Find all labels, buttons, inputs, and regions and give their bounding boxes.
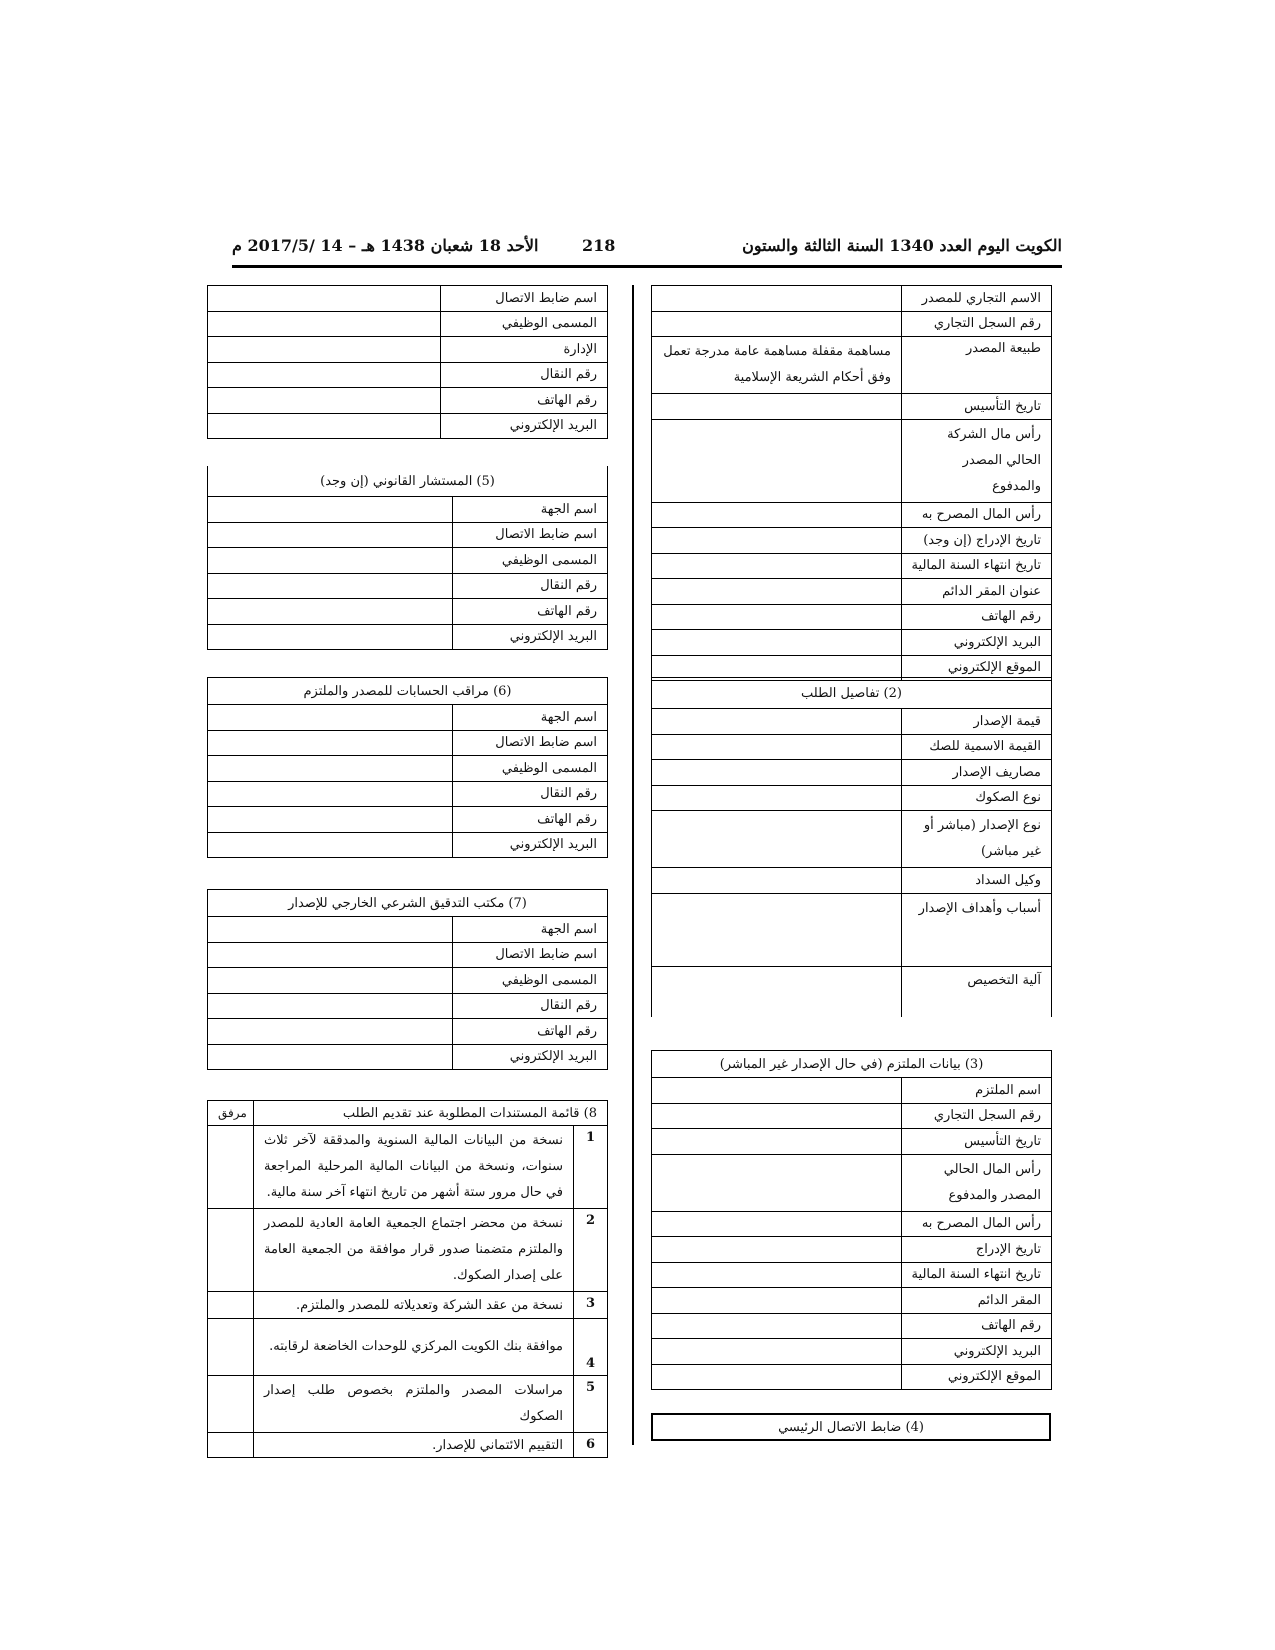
table-row — [208, 1319, 608, 1376]
field-label: اسم ضابط الاتصال — [441, 286, 608, 312]
field-label: الموقع الإلكتروني — [902, 1364, 1052, 1390]
field-label: رقم النقال — [453, 993, 608, 1019]
table-row — [208, 781, 608, 807]
field-label: المقر الدائم — [902, 1288, 1052, 1314]
table-row — [208, 993, 608, 1019]
field-label: اسم الملتزم — [902, 1078, 1052, 1104]
field-value[interactable] — [208, 807, 453, 833]
table-row — [652, 630, 1052, 656]
table-row — [652, 1078, 1052, 1104]
field-value[interactable] — [208, 730, 453, 756]
table-row — [652, 1339, 1052, 1365]
main-contact-table — [651, 1413, 1051, 1441]
field-label: البريد الإلكتروني — [902, 1339, 1052, 1365]
field-value[interactable] — [208, 497, 453, 523]
table-row — [208, 624, 608, 650]
table-row — [208, 1044, 608, 1070]
contact-continued-table — [207, 285, 608, 439]
field-value[interactable] — [208, 362, 441, 388]
table-row — [652, 1154, 1052, 1211]
table-row — [208, 548, 608, 574]
field-label: أسباب وأهداف الإصدار — [902, 893, 1052, 966]
field-label: المسمى الوظيفي — [453, 756, 608, 782]
table-row — [652, 785, 1052, 811]
field-label: تاريخ الإدراج — [902, 1237, 1052, 1263]
table-row — [652, 1288, 1052, 1314]
field-label: نوع الصكوك — [902, 785, 1052, 811]
table-row — [208, 1292, 608, 1319]
field-value[interactable] — [208, 756, 453, 782]
field-value[interactable] — [652, 1237, 902, 1263]
field-label: البريد الإلكتروني — [453, 1044, 608, 1070]
field-value[interactable] — [652, 528, 902, 554]
table-row — [652, 604, 1052, 630]
table-row — [208, 599, 608, 625]
field-label: عنوان المقر الدائم — [902, 579, 1052, 605]
field-value[interactable] — [652, 734, 902, 760]
field-label: البريد الإلكتروني — [453, 832, 608, 858]
field-value[interactable] — [208, 993, 453, 1019]
document-number: 1 — [574, 1126, 608, 1209]
table-row — [208, 311, 608, 337]
field-value[interactable] — [652, 1262, 902, 1288]
table-row — [652, 760, 1052, 786]
section-title: (4) ضابط الاتصال الرئيسي — [652, 1414, 1050, 1440]
field-value[interactable] — [652, 1103, 902, 1129]
field-value[interactable] — [652, 419, 902, 502]
field-label: تاريخ التأسيس — [902, 1129, 1052, 1155]
table-row — [652, 868, 1052, 894]
table-row — [208, 917, 608, 943]
document-text: نسخة من محضر اجتماع الجمعية العامة العادية للمصدر والملتزم متضمنا صدور قرار موافقة من الجمعية العامة على إصدار الصكوك. — [254, 1209, 574, 1292]
document-number: 3 — [574, 1292, 608, 1319]
table-row — [652, 419, 1052, 502]
table-row — [208, 968, 608, 994]
attached-checkbox[interactable] — [208, 1433, 254, 1458]
field-value[interactable] — [208, 781, 453, 807]
field-value[interactable] — [652, 553, 902, 579]
table-row — [652, 394, 1052, 420]
field-label: المسمى الوظيفي — [453, 968, 608, 994]
document-text: نسخة من البيانات المالية السنوية والمدققة لآخر ثلاث سنوات، ونسخة من البيانات المالية المرحلية المراجعة في حال مرور ستة أشهر من تاريخ انتهاء آخر سنة مالية. — [254, 1126, 574, 1209]
field-label: رقم الهاتف — [902, 604, 1052, 630]
field-label: اسم الجهة — [453, 705, 608, 731]
table-row — [652, 579, 1052, 605]
table-row — [652, 966, 1052, 1017]
issuer-type-options[interactable]: مساهمة مقفلة مساهمة عامة مدرجة تعمل وفق أحكام الشريعة الإسلامية — [652, 337, 902, 394]
table-row — [652, 1211, 1052, 1237]
field-label: مصاريف الإصدار — [902, 760, 1052, 786]
field-label: رأس المال المصرح به — [902, 502, 1052, 528]
field-value[interactable] — [208, 311, 441, 337]
field-label: وكيل السداد — [902, 868, 1052, 894]
field-label: اسم الجهة — [453, 497, 608, 523]
field-value[interactable] — [652, 311, 902, 337]
field-label: رقم السجل التجاري — [902, 1103, 1052, 1129]
field-label: رقم السجل التجاري — [902, 311, 1052, 337]
field-value[interactable] — [652, 579, 902, 605]
field-value[interactable] — [652, 709, 902, 735]
field-label: رقم الهاتف — [453, 599, 608, 625]
table-row — [208, 413, 608, 439]
field-value[interactable] — [208, 968, 453, 994]
table-row — [208, 1209, 608, 1292]
field-label: رأس مال الشركة الحالي المصدر والمدفوع — [902, 419, 1052, 502]
obligor-table — [651, 1050, 1052, 1390]
field-label: آلية التخصيص — [902, 966, 1052, 1017]
document-number: 5 — [574, 1376, 608, 1433]
field-label: رأس المال الحالي المصدر والمدفوع — [902, 1154, 1052, 1211]
table-row — [652, 1103, 1052, 1129]
column-divider — [632, 285, 634, 1445]
field-label: تاريخ انتهاء السنة المالية — [902, 553, 1052, 579]
field-label: رقم النقال — [453, 781, 608, 807]
table-row — [208, 942, 608, 968]
field-value[interactable] — [652, 785, 902, 811]
sharia-audit-table — [207, 889, 608, 1070]
field-value[interactable] — [208, 413, 441, 439]
table-row — [652, 1262, 1052, 1288]
field-value[interactable] — [652, 630, 902, 656]
field-value[interactable] — [652, 1339, 902, 1365]
table-row — [652, 811, 1052, 868]
field-value[interactable] — [208, 599, 453, 625]
field-value[interactable] — [208, 1044, 453, 1070]
table-row — [652, 311, 1052, 337]
field-label: البريد الإلكتروني — [902, 630, 1052, 656]
gazette-issue: الكويت اليوم العدد 1340 السنة الثالثة والستون — [742, 236, 1062, 255]
legal-advisor-table — [207, 466, 608, 650]
table-row — [208, 573, 608, 599]
field-value[interactable] — [652, 1364, 902, 1390]
table-row — [652, 337, 1052, 394]
issuer-table — [651, 285, 1052, 681]
field-value[interactable] — [208, 573, 453, 599]
field-value[interactable] — [208, 624, 453, 650]
table-row — [652, 1237, 1052, 1263]
table-header-row — [208, 1101, 608, 1126]
document-text: مراسلات المصدر والملتزم بخصوص طلب إصدار الصكوك — [254, 1376, 574, 1433]
attached-checkbox[interactable] — [208, 1292, 254, 1319]
table-row — [208, 362, 608, 388]
field-value[interactable] — [208, 522, 453, 548]
field-label: البريد الإلكتروني — [441, 413, 608, 439]
field-label: البريد الإلكتروني — [453, 624, 608, 650]
page-number: 218 — [582, 236, 616, 255]
table-row — [652, 528, 1052, 554]
field-label: رقم النقال — [453, 573, 608, 599]
attached-checkbox[interactable] — [208, 1126, 254, 1209]
field-value[interactable] — [652, 1313, 902, 1339]
field-label: رقم النقال — [441, 362, 608, 388]
field-value[interactable] — [652, 893, 902, 966]
table-row — [652, 553, 1052, 579]
table-row — [208, 832, 608, 858]
field-label: تاريخ الإدراج (إن وجد) — [902, 528, 1052, 554]
section-title: (5) المستشار القانوني (إن وجد) — [208, 466, 608, 497]
table-row — [652, 1364, 1052, 1390]
field-value[interactable] — [208, 705, 453, 731]
field-label: نوع الإصدار (مباشر أو غير مباشر) — [902, 811, 1052, 868]
document-text: نسخة من عقد الشركة وتعديلاته للمصدر والملتزم. — [254, 1292, 574, 1319]
section-title: (2) تفاصيل الطلب — [652, 678, 1052, 709]
field-label: رقم الهاتف — [453, 1019, 608, 1045]
document-number: 4 — [574, 1319, 608, 1376]
field-label: اسم ضابط الاتصال — [453, 942, 608, 968]
table-row — [652, 1129, 1052, 1155]
table-row — [652, 502, 1052, 528]
document-text: التقييم الائتماني للإصدار. — [254, 1433, 574, 1458]
field-value[interactable] — [652, 1078, 902, 1104]
field-value[interactable] — [652, 868, 902, 894]
field-value[interactable] — [652, 1288, 902, 1314]
field-value[interactable] — [652, 1154, 902, 1211]
attached-header: مرفق — [208, 1101, 254, 1126]
field-label: القيمة الاسمية للصك — [902, 734, 1052, 760]
field-value[interactable] — [652, 966, 902, 1017]
section-title: 8) قائمة المستندات المطلوبة عند تقديم الطلب — [254, 1101, 608, 1126]
field-value[interactable] — [652, 1211, 902, 1237]
field-value[interactable] — [208, 942, 453, 968]
table-row — [208, 705, 608, 731]
table-row — [208, 337, 608, 363]
field-value[interactable] — [652, 760, 902, 786]
field-value[interactable] — [208, 388, 441, 414]
table-row — [208, 730, 608, 756]
field-value[interactable] — [652, 286, 902, 312]
table-row — [652, 1313, 1052, 1339]
table-row — [652, 734, 1052, 760]
header-rule — [232, 265, 1062, 268]
field-label: الموقع الإلكتروني — [902, 655, 1052, 681]
issue-date: الأحد 18 شعبان 1438 هـ – 14 /2017/5 م — [232, 236, 539, 255]
field-label: اسم ضابط الاتصال — [453, 522, 608, 548]
field-value[interactable] — [208, 1019, 453, 1045]
table-row — [208, 1019, 608, 1045]
field-value[interactable] — [208, 548, 453, 574]
documents-table — [207, 1100, 608, 1458]
field-value[interactable] — [208, 917, 453, 943]
field-label: الإدارة — [441, 337, 608, 363]
attached-checkbox[interactable] — [208, 1319, 254, 1376]
field-value[interactable] — [652, 811, 902, 868]
table-row — [208, 286, 608, 312]
auditor-table — [207, 677, 608, 858]
section-title: (7) مكتب التدقيق الشرعي الخارجي للإصدار — [208, 890, 608, 917]
field-label: تاريخ التأسيس — [902, 394, 1052, 420]
attached-checkbox[interactable] — [208, 1376, 254, 1433]
field-label: الاسم التجاري للمصدر — [902, 286, 1052, 312]
document-number: 6 — [574, 1433, 608, 1458]
document-number: 2 — [574, 1209, 608, 1292]
field-label: رقم الهاتف — [441, 388, 608, 414]
table-row — [208, 388, 608, 414]
request-details-table — [651, 677, 1052, 1017]
table-row — [652, 286, 1052, 312]
table-row — [652, 709, 1052, 735]
field-value[interactable] — [652, 1129, 902, 1155]
document-text: موافقة بنك الكويت المركزي للوحدات الخاضعة لرقابته. — [254, 1319, 574, 1376]
field-label: اسم ضابط الاتصال — [453, 730, 608, 756]
section-title: (3) بيانات الملتزم (في حال الإصدار غير المباشر) — [652, 1051, 1052, 1078]
field-value[interactable] — [652, 394, 902, 420]
field-label: تاريخ انتهاء السنة المالية — [902, 1262, 1052, 1288]
field-label: رقم الهاتف — [453, 807, 608, 833]
field-value[interactable] — [652, 604, 902, 630]
field-label: رأس المال المصرح به — [902, 1211, 1052, 1237]
field-label: رقم الهاتف — [902, 1313, 1052, 1339]
table-row — [208, 1126, 608, 1209]
field-label: قيمة الإصدار — [902, 709, 1052, 735]
field-label: المسمى الوظيفي — [441, 311, 608, 337]
field-value[interactable] — [208, 832, 453, 858]
field-label: المسمى الوظيفي — [453, 548, 608, 574]
section-title: (6) مراقب الحسابات للمصدر والملتزم — [208, 678, 608, 705]
table-row — [652, 893, 1052, 966]
field-label: طبيعة المصدر — [902, 337, 1052, 394]
field-label: اسم الجهة — [453, 917, 608, 943]
field-value[interactable] — [652, 502, 902, 528]
table-row — [208, 1376, 608, 1433]
table-row — [208, 497, 608, 523]
page-header — [232, 236, 1062, 260]
attached-checkbox[interactable] — [208, 1209, 254, 1292]
table-row — [208, 1433, 608, 1458]
table-row — [208, 807, 608, 833]
field-value[interactable] — [208, 337, 441, 363]
field-value[interactable] — [208, 286, 441, 312]
table-row — [208, 522, 608, 548]
table-row — [208, 756, 608, 782]
